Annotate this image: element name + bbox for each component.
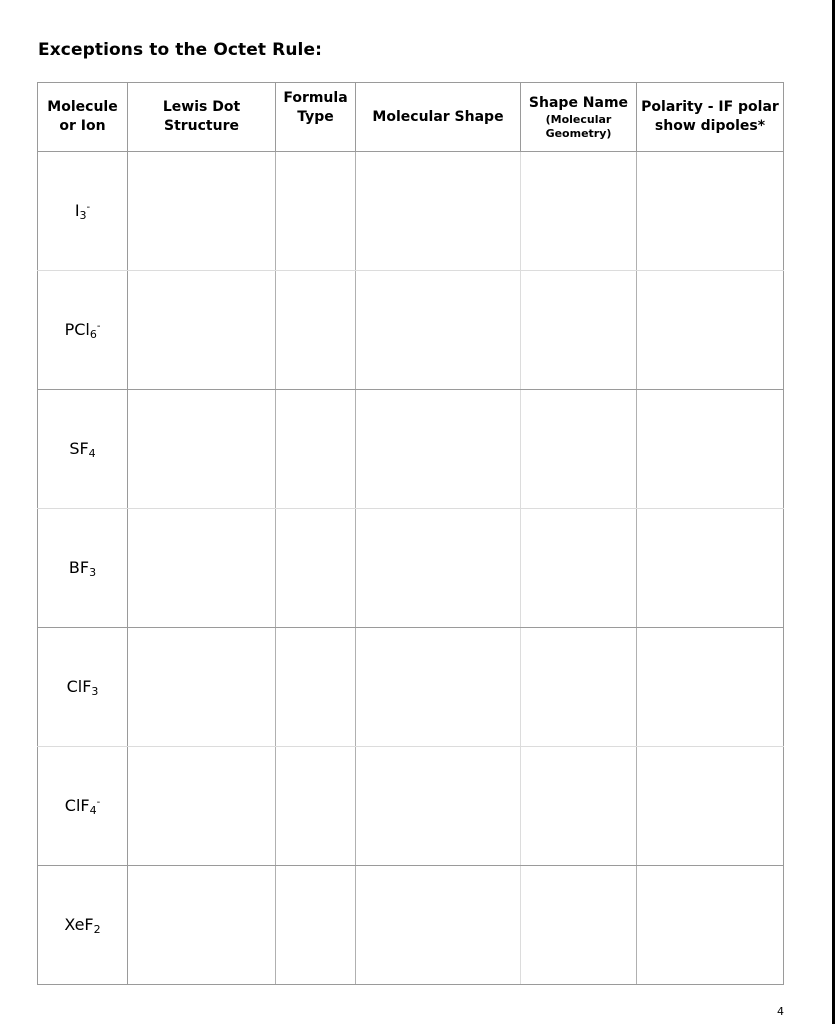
molecule-cell (38, 271, 128, 390)
molecular-shape-cell[interactable] (356, 628, 521, 747)
formula-type-cell[interactable] (276, 152, 356, 271)
table-row (38, 390, 784, 509)
formula-label: $SF_4$ (69, 438, 96, 460)
polarity-cell[interactable] (637, 152, 784, 271)
molecule-cell (38, 628, 128, 747)
molecule-cell (38, 390, 128, 509)
formula-label: $I_3^-$ (74, 200, 91, 222)
polarity-cell[interactable] (637, 866, 784, 985)
header-lewis-dot-structure: Lewis Dot Structure (128, 83, 276, 152)
molecular-shape-cell[interactable] (356, 152, 521, 271)
table-row (38, 747, 784, 866)
shape-name-cell[interactable] (521, 271, 637, 390)
molecule-cell (38, 152, 128, 271)
lewis-dot-cell[interactable] (128, 628, 276, 747)
formula-label: ClF$_4$- (64, 795, 101, 817)
header-shape-name: Shape Name (Molecular Geometry) (521, 83, 637, 152)
lewis-dot-cell[interactable] (128, 390, 276, 509)
polarity-cell[interactable] (637, 509, 784, 628)
formula-type-cell[interactable] (276, 628, 356, 747)
formula-type-cell[interactable] (276, 509, 356, 628)
formula-type-cell[interactable] (276, 747, 356, 866)
shape-name-cell[interactable] (521, 747, 637, 866)
formula-label: $BF_3$ (68, 557, 97, 579)
lewis-dot-cell[interactable] (128, 866, 276, 985)
page-title: Exceptions to the Octet Rule: (38, 40, 323, 60)
table-row (38, 866, 784, 985)
header-molecule-or-ion: Molecule or Ion (38, 83, 128, 152)
formula-type-cell[interactable] (276, 866, 356, 985)
shape-name-cell[interactable] (521, 152, 637, 271)
polarity-cell[interactable] (637, 271, 784, 390)
molecule-cell (38, 866, 128, 985)
shape-name-cell[interactable] (521, 390, 637, 509)
polarity-cell[interactable] (637, 390, 784, 509)
table-row (38, 628, 784, 747)
molecular-shape-cell[interactable] (356, 271, 521, 390)
lewis-dot-cell[interactable] (128, 747, 276, 866)
lewis-dot-cell[interactable] (128, 509, 276, 628)
shape-name-cell[interactable] (521, 509, 637, 628)
page-number: 4 (777, 1005, 784, 1018)
table-header-row (38, 83, 784, 152)
formula-type-cell[interactable] (276, 271, 356, 390)
table-row (38, 509, 784, 628)
molecule-cell (38, 509, 128, 628)
shape-name-cell[interactable] (521, 866, 637, 985)
header-polarity: Polarity - IF polar show dipoles* (637, 83, 784, 152)
molecular-shape-cell[interactable] (356, 509, 521, 628)
molecule-cell (38, 747, 128, 866)
molecular-shape-cell[interactable] (356, 866, 521, 985)
molecular-shape-cell[interactable] (356, 747, 521, 866)
formula-type-cell[interactable] (276, 390, 356, 509)
polarity-cell[interactable] (637, 747, 784, 866)
table-row (38, 152, 784, 271)
polarity-cell[interactable] (637, 628, 784, 747)
octet-exceptions-table (37, 82, 784, 985)
table-row (38, 271, 784, 390)
lewis-dot-cell[interactable] (128, 152, 276, 271)
formula-label: PCl$_6$- (64, 319, 101, 341)
lewis-dot-cell[interactable] (128, 271, 276, 390)
formula-label: XeF$_2$ (64, 914, 101, 936)
shape-name-cell[interactable] (521, 628, 637, 747)
formula-label: ClF$_3$ (66, 676, 99, 698)
header-formula-type: Formula Type (276, 83, 356, 152)
header-molecular-shape: Molecular Shape (356, 83, 521, 152)
molecular-shape-cell[interactable] (356, 390, 521, 509)
